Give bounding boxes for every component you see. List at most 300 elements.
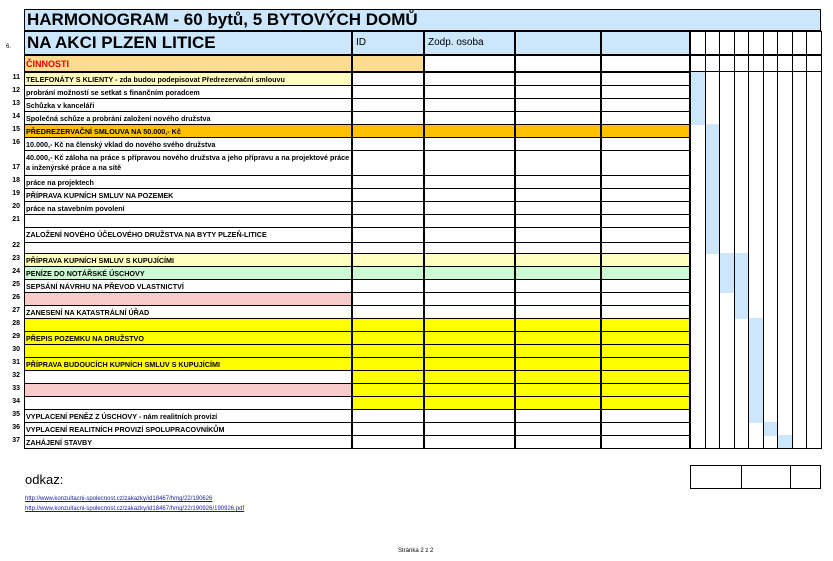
table-cell bbox=[352, 175, 424, 189]
gantt-cell bbox=[690, 227, 706, 243]
gantt-cell bbox=[719, 150, 735, 176]
gantt-cell bbox=[777, 357, 793, 371]
gantt-cell bbox=[777, 266, 793, 280]
row-number: 27 bbox=[12, 307, 20, 314]
gantt-cell bbox=[792, 318, 808, 332]
gantt-header-cell bbox=[763, 31, 779, 55]
table-cell bbox=[352, 383, 424, 397]
gantt-cell bbox=[792, 292, 808, 306]
activity-cell: PŘÍPRAVA KUPNÍCH SMLUV NA POZEMEK bbox=[24, 188, 352, 202]
gantt-cell bbox=[719, 253, 735, 267]
gantt-cell bbox=[777, 305, 793, 319]
gantt-cell bbox=[719, 331, 735, 345]
table-cell bbox=[515, 214, 601, 228]
gantt-cell bbox=[806, 331, 822, 345]
gantt-cell bbox=[777, 124, 793, 138]
activity-cell: 40.000,- Kč záloha na práce s přípravou nového družstva a jeho přípravu a na projektové práce a inženýrské práce a na sítě bbox=[24, 150, 352, 176]
gantt-cell bbox=[690, 201, 706, 215]
table-cell bbox=[424, 396, 515, 410]
gantt-cell bbox=[734, 124, 750, 138]
table-cell bbox=[601, 85, 690, 99]
gantt-cell bbox=[719, 409, 735, 423]
gantt-cell bbox=[792, 279, 808, 293]
gantt-cell bbox=[690, 188, 706, 202]
activity-cell: ZANESENÍ NA KATASTRÁLNÍ ÚŘAD bbox=[24, 305, 352, 319]
gantt-cell bbox=[748, 72, 764, 86]
row-number: 23 bbox=[12, 255, 20, 262]
gantt-cell bbox=[748, 188, 764, 202]
gantt-cell bbox=[748, 318, 764, 332]
table-cell bbox=[352, 124, 424, 138]
gantt-cell bbox=[806, 253, 822, 267]
table-cell bbox=[601, 435, 690, 449]
gantt-cell bbox=[690, 150, 706, 176]
table-cell bbox=[424, 435, 515, 449]
gantt-cell bbox=[806, 344, 822, 358]
gantt-cell bbox=[705, 409, 721, 423]
header-id-cell: ID bbox=[352, 31, 424, 55]
gantt-cell bbox=[792, 214, 808, 228]
gantt-cell bbox=[748, 305, 764, 319]
table-cell bbox=[601, 318, 690, 332]
row-number: 19 bbox=[12, 190, 20, 197]
table-cell bbox=[601, 305, 690, 319]
gantt-cell bbox=[763, 85, 779, 99]
table-cell bbox=[352, 253, 424, 267]
table-cell bbox=[515, 396, 601, 410]
gantt-cell bbox=[777, 214, 793, 228]
gantt-cell bbox=[734, 422, 750, 436]
gantt-cell bbox=[719, 292, 735, 306]
row-number: 24 bbox=[12, 268, 20, 275]
gantt-cell bbox=[763, 344, 779, 358]
gantt-cell bbox=[777, 72, 793, 86]
gantt-cell bbox=[777, 111, 793, 125]
gantt-cell bbox=[763, 253, 779, 267]
table-cell bbox=[601, 201, 690, 215]
table-cell bbox=[352, 72, 424, 86]
subtitle-cell: NA AKCI PLZEN LITICE bbox=[24, 31, 352, 55]
gantt-cell bbox=[763, 227, 779, 243]
gantt-cell bbox=[705, 331, 721, 345]
gantt-cell bbox=[719, 357, 735, 371]
gantt-cell bbox=[719, 422, 735, 436]
row-number: 29 bbox=[12, 333, 20, 340]
gantt-cell bbox=[690, 72, 706, 86]
gantt-header-cell bbox=[734, 55, 750, 72]
gantt-cell bbox=[806, 72, 822, 86]
table-cell bbox=[515, 124, 601, 138]
table-cell bbox=[424, 188, 515, 202]
gantt-cell bbox=[734, 292, 750, 306]
gantt-cell bbox=[763, 98, 779, 112]
table-cell bbox=[424, 292, 515, 306]
gantt-cell bbox=[719, 85, 735, 99]
gantt-cell bbox=[777, 344, 793, 358]
gantt-cell bbox=[719, 396, 735, 410]
table-cell bbox=[352, 331, 424, 345]
gantt-cell bbox=[719, 175, 735, 189]
gantt-cell bbox=[777, 201, 793, 215]
gantt-header-cell bbox=[777, 55, 793, 72]
gantt-cell bbox=[777, 98, 793, 112]
table-cell bbox=[601, 409, 690, 423]
row-number: 13 bbox=[12, 100, 20, 107]
gantt-cell bbox=[763, 305, 779, 319]
table-cell bbox=[515, 292, 601, 306]
table-cell bbox=[424, 85, 515, 99]
gantt-cell bbox=[806, 409, 822, 423]
table-cell bbox=[601, 422, 690, 436]
gantt-cell bbox=[792, 201, 808, 215]
reference-link[interactable]: http://www.konzultacni-spolecnost.cz/zakazky/id18467/hmg/22/190626 bbox=[25, 496, 213, 502]
gantt-cell bbox=[705, 150, 721, 176]
gantt-cell bbox=[777, 150, 793, 176]
gantt-cell bbox=[806, 201, 822, 215]
gantt-cell bbox=[705, 72, 721, 86]
table-cell bbox=[352, 409, 424, 423]
row-number: 25 bbox=[12, 281, 20, 288]
table-cell bbox=[424, 279, 515, 293]
gantt-cell bbox=[719, 72, 735, 86]
gantt-cell bbox=[792, 331, 808, 345]
gantt-cell bbox=[719, 137, 735, 151]
gantt-header-cell bbox=[748, 31, 764, 55]
gantt-header-cell bbox=[719, 31, 735, 55]
gantt-cell bbox=[705, 370, 721, 384]
table-cell bbox=[424, 124, 515, 138]
gantt-cell bbox=[690, 124, 706, 138]
row-number: 26 bbox=[12, 294, 20, 301]
table-cell bbox=[601, 150, 690, 176]
gantt-cell bbox=[705, 85, 721, 99]
gantt-cell bbox=[719, 188, 735, 202]
gantt-cell bbox=[690, 253, 706, 267]
gantt-cell bbox=[748, 111, 764, 125]
table-cell bbox=[424, 409, 515, 423]
table-cell bbox=[515, 344, 601, 358]
gantt-cell bbox=[806, 292, 822, 306]
gantt-cell bbox=[777, 175, 793, 189]
gantt-cell bbox=[748, 292, 764, 306]
gantt-cell bbox=[806, 435, 822, 449]
table-cell bbox=[601, 175, 690, 189]
gantt-cell bbox=[705, 98, 721, 112]
gantt-cell bbox=[690, 318, 706, 332]
table-cell bbox=[424, 98, 515, 112]
gantt-cell bbox=[719, 435, 735, 449]
activity-cell: práce na projektech bbox=[24, 175, 352, 189]
gantt-cell bbox=[734, 253, 750, 267]
gantt-cell bbox=[734, 396, 750, 410]
header-person-cell: Zodp. osoba bbox=[424, 31, 515, 55]
gantt-header-cell bbox=[690, 55, 706, 72]
table-cell bbox=[352, 227, 424, 243]
gantt-cell bbox=[806, 318, 822, 332]
table-cell bbox=[601, 344, 690, 358]
gantt-cell bbox=[690, 396, 706, 410]
gantt-cell bbox=[763, 422, 779, 436]
table-cell bbox=[515, 279, 601, 293]
gantt-cell bbox=[719, 344, 735, 358]
gantt-cell bbox=[705, 292, 721, 306]
gantt-cell bbox=[792, 396, 808, 410]
gantt-cell bbox=[792, 72, 808, 86]
gantt-cell bbox=[763, 292, 779, 306]
gantt-cell bbox=[806, 279, 822, 293]
table-cell bbox=[424, 214, 515, 228]
gantt-header-cell bbox=[792, 31, 808, 55]
gantt-cell bbox=[734, 227, 750, 243]
gantt-cell bbox=[705, 318, 721, 332]
gantt-cell bbox=[734, 72, 750, 86]
table-cell bbox=[601, 383, 690, 397]
gantt-cell bbox=[792, 124, 808, 138]
gantt-cell bbox=[806, 124, 822, 138]
row-number: 16 bbox=[12, 139, 20, 146]
gantt-cell bbox=[690, 98, 706, 112]
gantt-cell bbox=[792, 227, 808, 243]
table-cell bbox=[515, 137, 601, 151]
table-cell bbox=[515, 227, 601, 243]
gantt-cell bbox=[734, 357, 750, 371]
table-cell bbox=[352, 305, 424, 319]
gantt-cell bbox=[748, 175, 764, 189]
table-cell bbox=[601, 72, 690, 86]
table-cell bbox=[515, 85, 601, 99]
gantt-cell bbox=[806, 227, 822, 243]
activity-cell: ZAHÁJENÍ STAVBY bbox=[24, 435, 352, 449]
table-cell bbox=[352, 279, 424, 293]
row-number: 14 bbox=[12, 113, 20, 120]
table-cell bbox=[352, 396, 424, 410]
table-cell bbox=[424, 422, 515, 436]
table-cell bbox=[601, 111, 690, 125]
gantt-cell bbox=[734, 201, 750, 215]
activity-cell bbox=[24, 214, 352, 228]
gantt-cell bbox=[777, 383, 793, 397]
table-cell bbox=[515, 188, 601, 202]
gantt-cell bbox=[792, 85, 808, 99]
table-cell bbox=[352, 435, 424, 449]
gantt-cell bbox=[705, 227, 721, 243]
gantt-cell bbox=[777, 137, 793, 151]
table-cell bbox=[601, 396, 690, 410]
odkaz-box bbox=[741, 465, 791, 489]
gantt-cell bbox=[806, 396, 822, 410]
table-cell bbox=[352, 318, 424, 332]
gantt-cell bbox=[748, 383, 764, 397]
gantt-cell bbox=[690, 344, 706, 358]
gantt-cell bbox=[748, 201, 764, 215]
table-cell bbox=[601, 266, 690, 280]
table-cell bbox=[424, 266, 515, 280]
gantt-cell bbox=[748, 266, 764, 280]
table-cell bbox=[352, 344, 424, 358]
gantt-header-cell bbox=[705, 55, 721, 72]
table-cell bbox=[424, 318, 515, 332]
table-cell bbox=[352, 98, 424, 112]
activity-cell bbox=[24, 383, 352, 397]
gantt-cell bbox=[734, 214, 750, 228]
table-cell bbox=[352, 85, 424, 99]
gantt-cell bbox=[705, 383, 721, 397]
header-empty-cell bbox=[515, 31, 601, 55]
gantt-cell bbox=[806, 98, 822, 112]
table-cell bbox=[601, 124, 690, 138]
gantt-cell bbox=[719, 318, 735, 332]
table-cell bbox=[515, 253, 601, 267]
gantt-cell bbox=[705, 188, 721, 202]
gantt-cell bbox=[792, 253, 808, 267]
gantt-cell bbox=[748, 150, 764, 176]
row-number: 30 bbox=[12, 346, 20, 353]
gantt-cell bbox=[777, 331, 793, 345]
gantt-cell bbox=[748, 279, 764, 293]
gantt-cell bbox=[792, 435, 808, 449]
gantt-cell bbox=[763, 409, 779, 423]
gantt-cell bbox=[705, 124, 721, 138]
gantt-header-cell bbox=[806, 31, 822, 55]
table-cell bbox=[352, 357, 424, 371]
activity-cell: PŘEPIS POZEMKU NA DRUŽSTVO bbox=[24, 331, 352, 345]
gantt-cell bbox=[705, 422, 721, 436]
gantt-cell bbox=[763, 124, 779, 138]
gantt-header-cell bbox=[690, 31, 706, 55]
table-cell bbox=[515, 409, 601, 423]
gantt-cell bbox=[734, 150, 750, 176]
activity-cell: VYPLACENÍ PENĚZ Z ÚSCHOVY - nám realitních provizí bbox=[24, 409, 352, 423]
gantt-cell bbox=[763, 188, 779, 202]
gantt-cell bbox=[792, 150, 808, 176]
activity-cell: VYPLACENÍ REALITNÍCH PROVIZÍ SPOLUPRACOVNÍKŮM bbox=[24, 422, 352, 436]
gantt-cell bbox=[806, 357, 822, 371]
gantt-cell bbox=[777, 422, 793, 436]
activity-cell: probrání možností se setkat s finančním poradcem bbox=[24, 85, 352, 99]
gantt-cell bbox=[777, 396, 793, 410]
gantt-header-cell bbox=[792, 55, 808, 72]
gantt-cell bbox=[792, 383, 808, 397]
table-cell bbox=[424, 370, 515, 384]
gantt-cell bbox=[806, 370, 822, 384]
page-number-label: Stránka 2 z 2 bbox=[398, 548, 434, 554]
table-cell bbox=[352, 214, 424, 228]
gantt-cell bbox=[719, 383, 735, 397]
gantt-cell bbox=[748, 331, 764, 345]
gantt-cell bbox=[719, 98, 735, 112]
gantt-cell bbox=[777, 292, 793, 306]
gantt-cell bbox=[748, 409, 764, 423]
activity-cell: PŘÍPRAVA BUDOUCÍCH KUPNÍCH SMLUV S KUPUJÍCÍMI bbox=[24, 357, 352, 371]
row-number: 34 bbox=[12, 398, 20, 405]
gantt-cell bbox=[763, 331, 779, 345]
gantt-cell bbox=[792, 344, 808, 358]
gantt-cell bbox=[719, 305, 735, 319]
table-cell bbox=[601, 279, 690, 293]
table-cell bbox=[424, 383, 515, 397]
section-cell: ČINNOSTI bbox=[24, 55, 352, 72]
gantt-cell bbox=[763, 396, 779, 410]
activity-cell: TELEFONÁTY S KLIENTY - zda budou podepisovat Předrezervační smlouvu bbox=[24, 72, 352, 86]
activity-cell: práce na stavebním povolení bbox=[24, 201, 352, 215]
gantt-cell bbox=[734, 383, 750, 397]
gantt-cell bbox=[690, 85, 706, 99]
table-cell bbox=[515, 370, 601, 384]
activity-cell: Schůzka v kanceláři bbox=[24, 98, 352, 112]
table-cell bbox=[515, 98, 601, 112]
reference-link[interactable]: http://www.konzultacni-spolecnost.cz/zakazky/id18467/hmg/22/190926/190926.pdf bbox=[25, 506, 245, 512]
gantt-cell bbox=[777, 370, 793, 384]
gantt-cell bbox=[763, 137, 779, 151]
table-cell bbox=[515, 383, 601, 397]
table-cell bbox=[601, 357, 690, 371]
gantt-cell bbox=[792, 409, 808, 423]
table-cell bbox=[424, 201, 515, 215]
gantt-cell bbox=[748, 227, 764, 243]
gantt-cell bbox=[806, 383, 822, 397]
table-cell bbox=[424, 331, 515, 345]
gantt-cell bbox=[690, 111, 706, 125]
gantt-cell bbox=[690, 305, 706, 319]
table-cell bbox=[601, 331, 690, 345]
gantt-cell bbox=[690, 331, 706, 345]
table-cell bbox=[515, 72, 601, 86]
gantt-cell bbox=[748, 214, 764, 228]
row-number: 15 bbox=[12, 126, 20, 133]
gantt-cell bbox=[690, 137, 706, 151]
gantt-cell bbox=[792, 98, 808, 112]
gantt-cell bbox=[734, 331, 750, 345]
gantt-cell bbox=[763, 383, 779, 397]
table-cell bbox=[424, 305, 515, 319]
gantt-cell bbox=[777, 253, 793, 267]
activity-cell bbox=[24, 292, 352, 306]
section-id-cell bbox=[352, 55, 424, 72]
gantt-cell bbox=[734, 266, 750, 280]
gantt-cell bbox=[806, 150, 822, 176]
activity-cell bbox=[24, 370, 352, 384]
gantt-cell bbox=[806, 137, 822, 151]
table-cell bbox=[515, 111, 601, 125]
table-cell bbox=[601, 188, 690, 202]
gantt-cell bbox=[690, 370, 706, 384]
table-cell bbox=[352, 292, 424, 306]
table-cell bbox=[515, 357, 601, 371]
row-number: 20 bbox=[12, 203, 20, 210]
gantt-cell bbox=[777, 85, 793, 99]
gantt-cell bbox=[763, 435, 779, 449]
gantt-cell bbox=[792, 422, 808, 436]
section-empty-cell bbox=[424, 55, 515, 72]
gantt-cell bbox=[734, 344, 750, 358]
gantt-cell bbox=[705, 435, 721, 449]
gantt-cell bbox=[734, 305, 750, 319]
row-number: 28 bbox=[12, 320, 20, 327]
gantt-cell bbox=[763, 279, 779, 293]
table-cell bbox=[352, 111, 424, 125]
gantt-cell bbox=[705, 111, 721, 125]
activity-cell bbox=[24, 344, 352, 358]
table-cell bbox=[515, 201, 601, 215]
gantt-cell bbox=[792, 137, 808, 151]
row-number: 11 bbox=[12, 74, 20, 81]
gantt-cell bbox=[748, 98, 764, 112]
table-cell bbox=[352, 370, 424, 384]
gantt-cell bbox=[705, 396, 721, 410]
table-cell bbox=[601, 137, 690, 151]
gantt-cell bbox=[806, 214, 822, 228]
gantt-cell bbox=[734, 279, 750, 293]
